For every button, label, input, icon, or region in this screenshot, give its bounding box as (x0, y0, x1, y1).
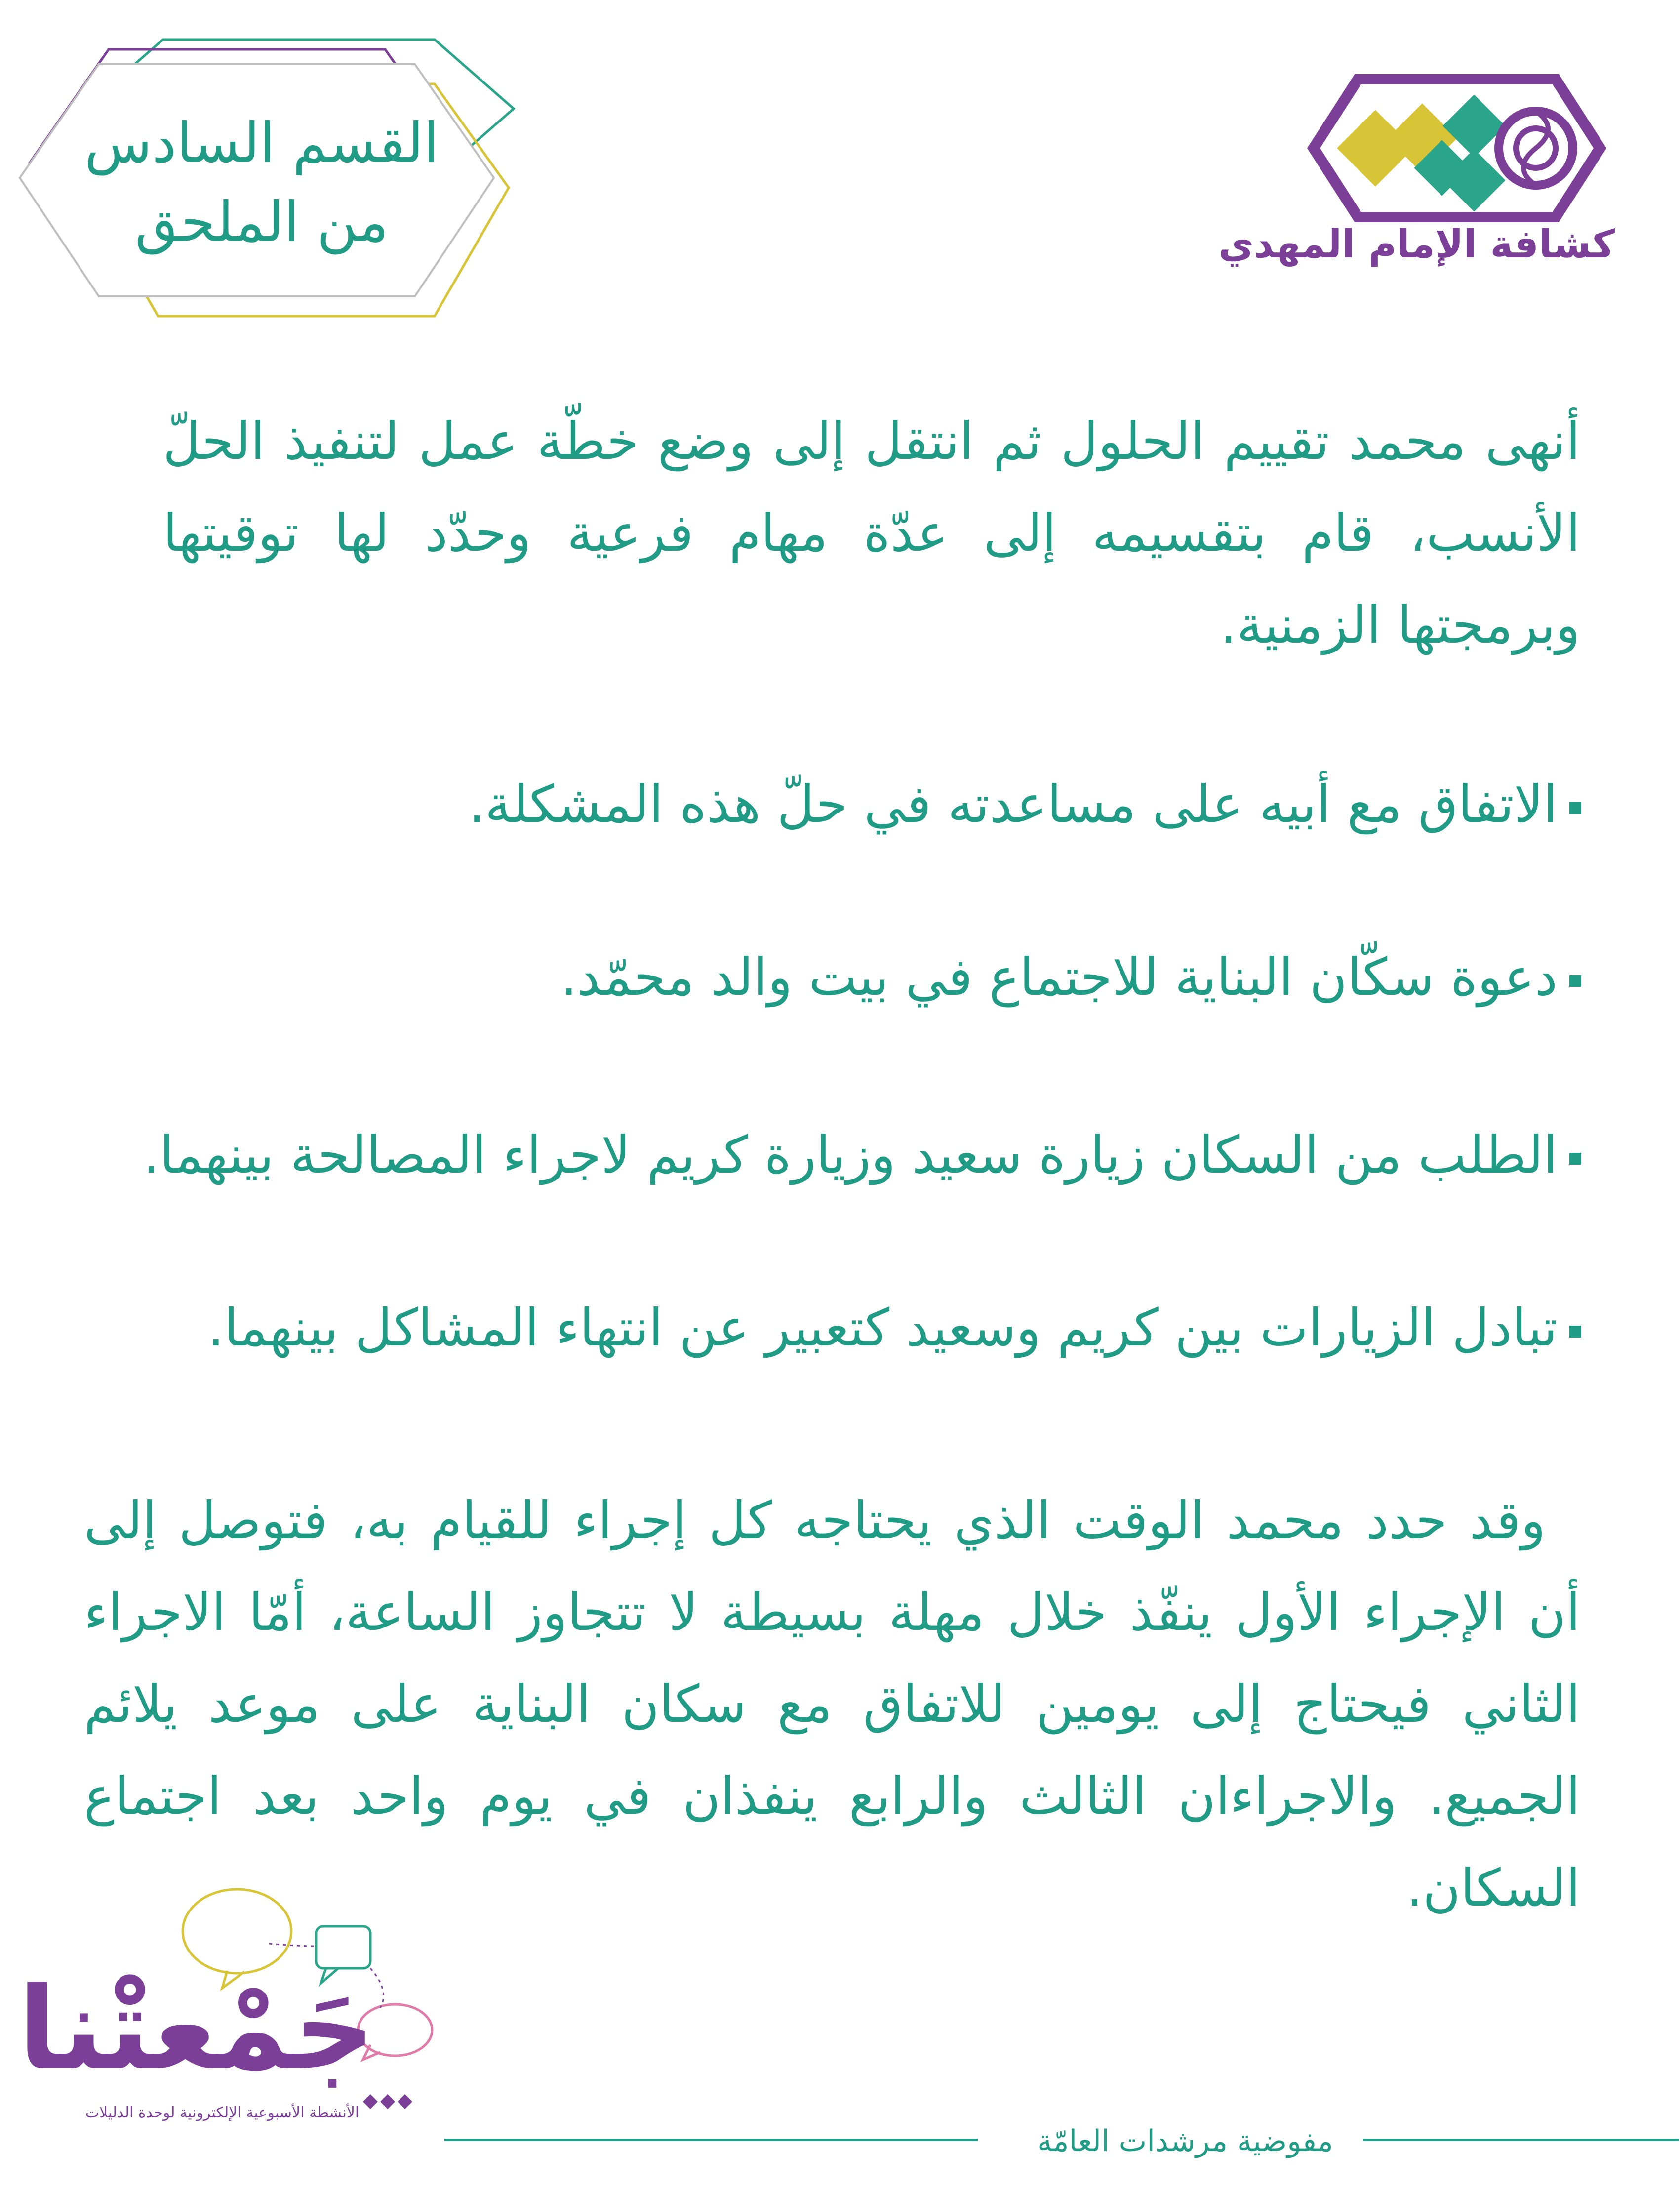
bullet-text: الاتفاق مع أبيه على مساعدته في حلّ هذه المشكلة. (469, 774, 1558, 834)
paragraph-conclusion: وقد حدد محمد الوقت الذي يحتاجه كل إجراء للقيام به، فتوصل إلى أن الإجراء الأول ينفّذ خلال مهلة بسيطة لا تتجاوز الساعة، أمّا الاجراء الثاني فيحتاج إلى يومين للاتفاق مع سكان البناية على موعد يلائم الجميع. والاجراءان الثالث والرابع ينفذان في يوم واحد بعد اجتماع السكان. (84, 1490, 1580, 1918)
footer-organization: مفوضية مرشدات العامّة (1037, 2124, 1333, 2158)
jamaatna-title: جَمْعتْنا (18, 1963, 375, 2095)
jamaatna-subtitle: الأنشطة الأسبوعية الإلكترونية لوحدة الدليلات (85, 2104, 360, 2121)
bullet-text: الطلب من السكان زيارة سعيد وزيارة كريم لاجراء المصالحة بينهما. (143, 1125, 1558, 1185)
logo-title: كشافة الإمام المهدي (1218, 222, 1615, 267)
bullet-item-3 (143, 1109, 1581, 1201)
bullet-square-icon (1569, 1153, 1581, 1165)
bullet-item-4 (208, 1282, 1581, 1374)
bullet-text: دعوة سكّان البناية للاجتماع في بيت والد محمّد. (560, 947, 1558, 1007)
bullet-text: تبادل الزيارات بين كريم وسعيد كتعبير عن انتهاء المشاكل بينهما. (207, 1298, 1558, 1358)
scout-logo (1218, 74, 1615, 282)
badge-text (64, 104, 459, 262)
paragraph-intro: أنهى محمد تقييم الحلول ثم انتقل إلى وضع خطّة عمل لتنفيذ الحلّ الأنسب، قام بتقسيمه إلى عدّة مهام فرعية وحدّد لها توقيتها وبرمجتها الزمنية. (163, 411, 1580, 655)
footer-divider-right (1363, 2139, 1679, 2141)
logo-emblem (1304, 74, 1610, 222)
bullet-item-2 (560, 931, 1581, 1023)
section-badge (10, 30, 533, 326)
bullet-square-icon (1569, 1326, 1581, 1338)
bullet-item-1 (469, 758, 1581, 850)
badge-line-1: القسم السادس (84, 111, 439, 175)
bullet-square-icon (1569, 802, 1581, 814)
footer-divider-left (444, 2139, 978, 2141)
bullet-square-icon (1569, 975, 1581, 987)
badge-line-2: من الملحق (135, 190, 389, 254)
jamaatna-logo (18, 1877, 449, 2154)
